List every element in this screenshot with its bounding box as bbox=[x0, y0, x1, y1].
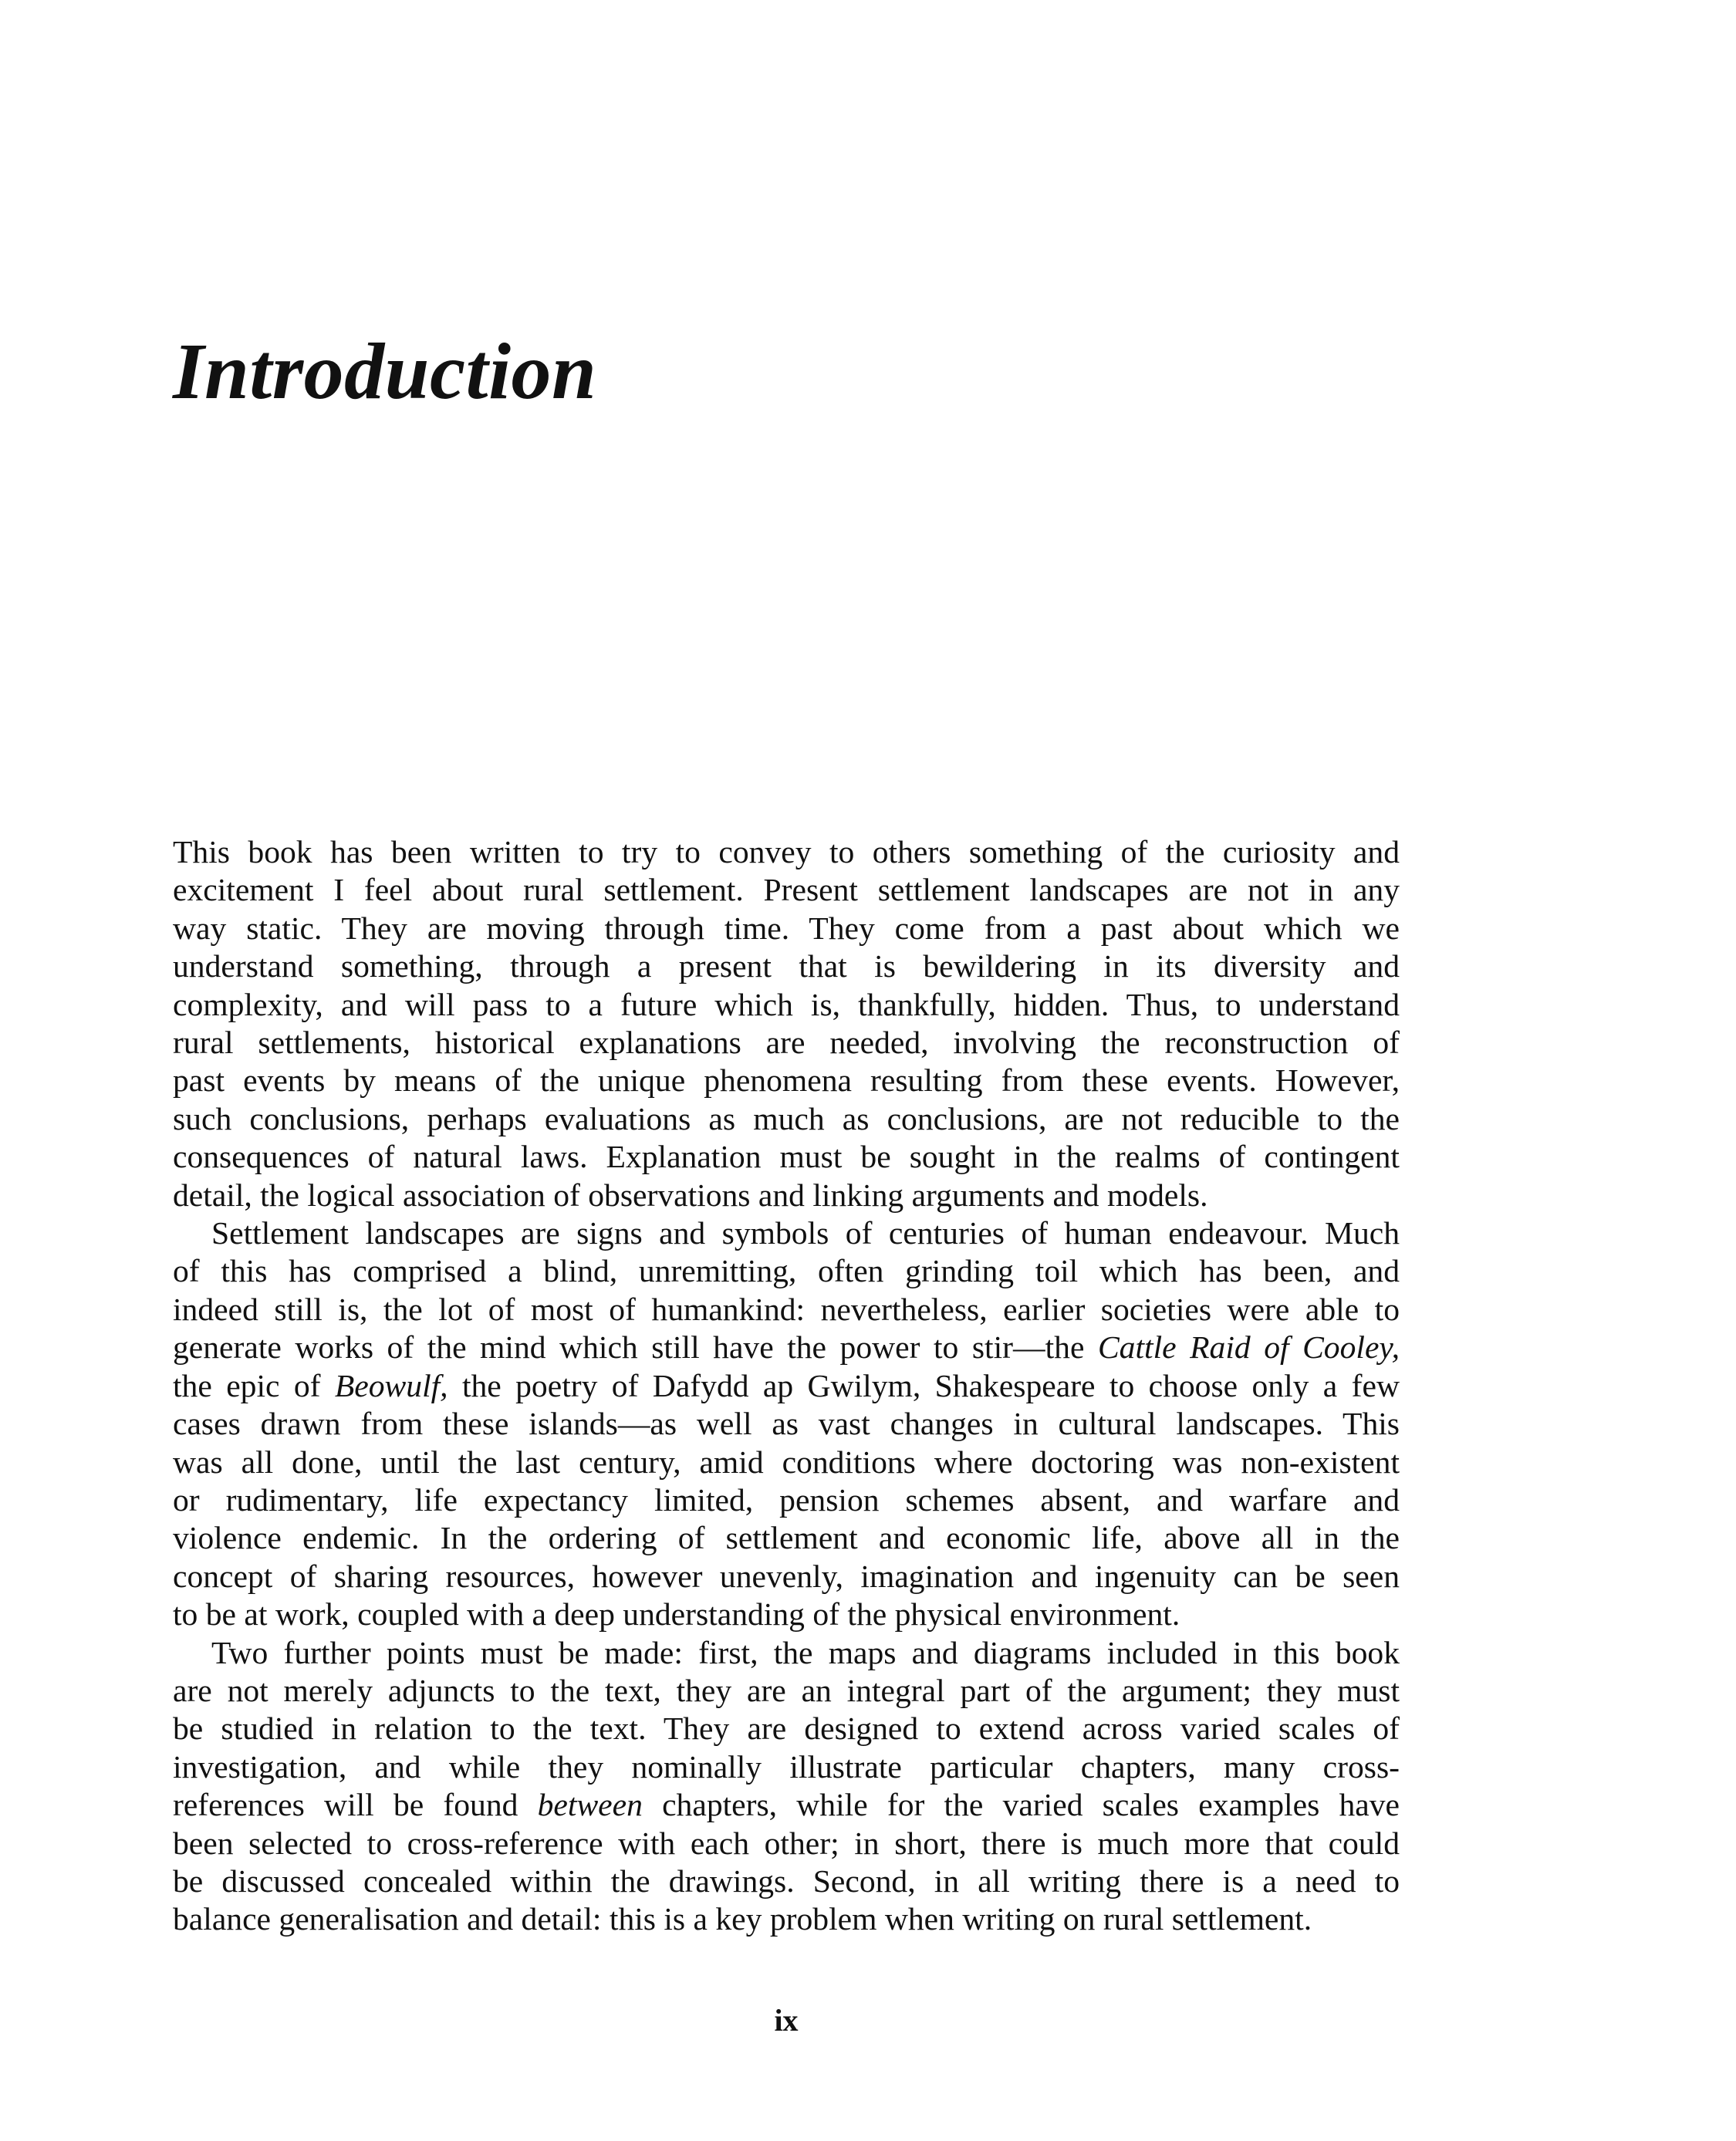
text-line: indeed still is, the lot of most of humankind: nevertheless, earlier societies were able to bbox=[173, 1291, 1400, 1327]
body-text bbox=[173, 833, 1400, 1939]
text-line bbox=[173, 1329, 1400, 1366]
text-line: past events by means of the unique phenomena resulting from these events. However, bbox=[173, 1062, 1400, 1099]
text-line: understand something, through a present that is bewildering in its diversity and bbox=[173, 948, 1400, 984]
text-line: such conclusions, perhaps evaluations as much as conclusions, are not reducible to the bbox=[173, 1100, 1400, 1136]
text-line: cases drawn from these islands—as well as vast changes in cultural landscapes. This bbox=[173, 1406, 1400, 1442]
page-title: Introduction bbox=[173, 327, 597, 416]
text-line: violence endemic. In the ordering of settlement and economic life, above all in the bbox=[173, 1520, 1400, 1556]
text-line: are not merely adjuncts to the text, they are an integral part of the argument; they must bbox=[173, 1672, 1400, 1708]
text-run: chapters, while for the varied scales examples have bbox=[642, 1787, 1400, 1823]
text-line: be discussed concealed within the drawings. Second, in all writing there is a need to bbox=[173, 1862, 1400, 1899]
text-line: been selected to cross-reference with each other; in short, there is much more that could bbox=[173, 1825, 1400, 1861]
text-line: to be at work, coupled with a deep understanding of the physical environment. bbox=[173, 1596, 1180, 1633]
text-line: be studied in relation to the text. They are designed to extend across varied scales of bbox=[173, 1710, 1400, 1747]
text-line: consequences of natural laws. Explanation must be sought in the realms of contingent bbox=[173, 1139, 1400, 1175]
paragraph-3 bbox=[173, 1634, 1400, 1939]
text-line: of this has comprised a blind, unremitting, often grinding toil which has been, and bbox=[173, 1253, 1400, 1289]
text-line: was all done, until the last century, amid conditions where doctoring was non-existent bbox=[173, 1444, 1400, 1480]
text-line: complexity, and will pass to a future which is, thankfully, hidden. Thus, to understand bbox=[173, 986, 1400, 1022]
text-run: the epic of bbox=[173, 1367, 335, 1403]
text-line: Two further points must be made: first, the maps and diagrams included in this book bbox=[211, 1634, 1400, 1670]
work-title-cattle-raid: Cattle Raid of Cooley, bbox=[1097, 1329, 1400, 1366]
text-line: rural settlements, historical explanations are needed, involving the reconstruction of bbox=[173, 1025, 1400, 1061]
emphasis-between: between bbox=[537, 1787, 643, 1823]
paragraph-2 bbox=[173, 1214, 1400, 1633]
text-run: generate works of the mind which still have the power to stir—the bbox=[173, 1329, 1098, 1366]
text-line: way static. They are moving through time. They come from a past about which we bbox=[173, 910, 1400, 946]
paragraph-1 bbox=[173, 833, 1400, 1214]
text-line: detail, the logical association of observations and linking arguments and models. bbox=[173, 1177, 1208, 1213]
text-run: references will be found bbox=[173, 1787, 538, 1823]
text-line: This book has been written to try to convey to others something of the curiosity and bbox=[173, 834, 1400, 870]
text-line: excitement I feel about rural settlement. Present settlement landscapes are not in any bbox=[173, 872, 1400, 908]
text-line bbox=[173, 1786, 1400, 1824]
page-number: ix bbox=[774, 2003, 799, 2038]
text-line bbox=[173, 1367, 1400, 1405]
text-line: investigation, and while they nominally illustrate particular chapters, many cross- bbox=[173, 1748, 1400, 1785]
text-line: Settlement landscapes are signs and symbols of centuries of human endeavour. Much bbox=[211, 1215, 1400, 1251]
text-line: balance generalisation and detail: this is a key problem when writing on rural settlement. bbox=[173, 1901, 1312, 1937]
text-line: or rudimentary, life expectancy limited, pension schemes absent, and warfare and bbox=[173, 1481, 1400, 1518]
work-title-beowulf: Beowulf, bbox=[334, 1367, 448, 1403]
text-run: the poetry of Dafydd ap Gwilym, Shakespeare to choose only a few bbox=[448, 1367, 1400, 1403]
text-line: concept of sharing resources, however unevenly, imagination and ingenuity can be seen bbox=[173, 1558, 1400, 1594]
